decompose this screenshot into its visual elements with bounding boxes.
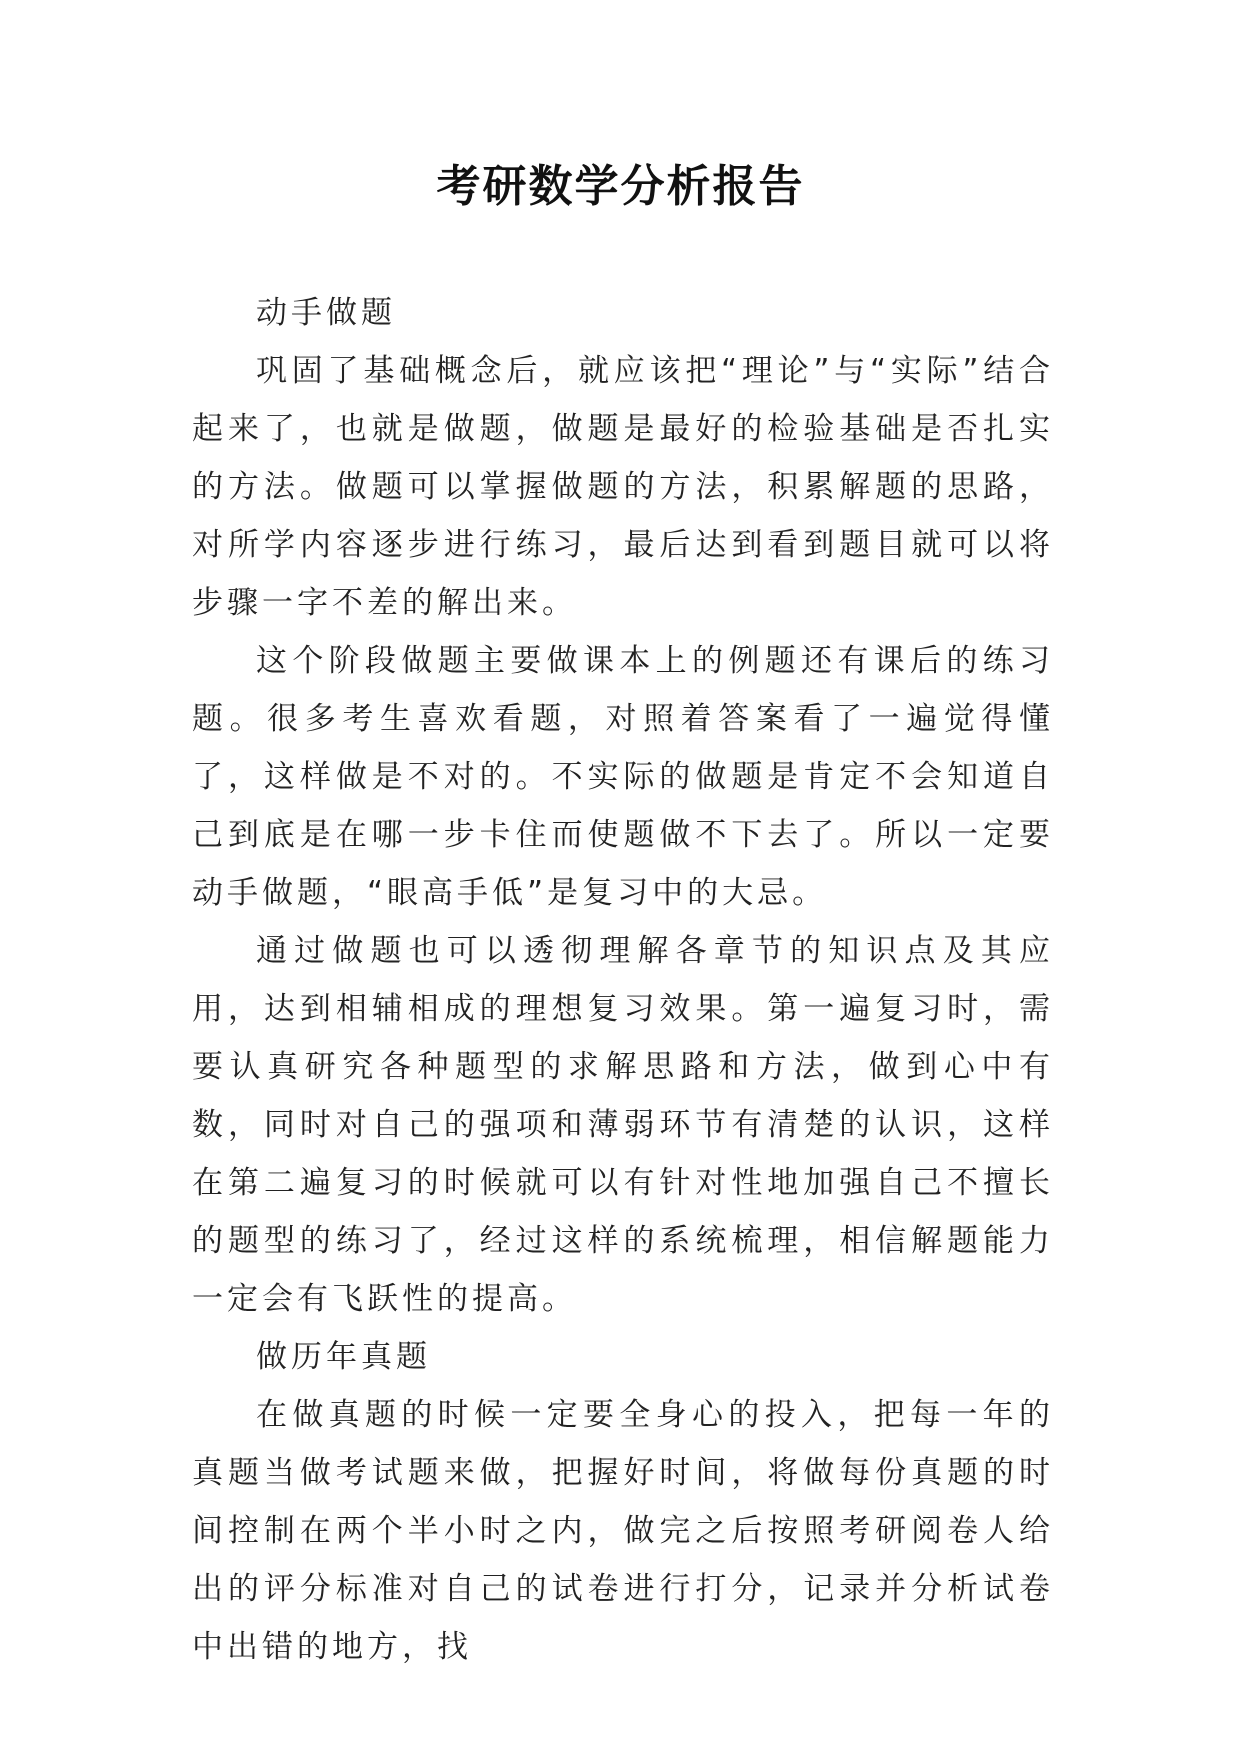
document-body bbox=[192, 284, 1054, 1676]
paragraph: 这个阶段做题主要做课本上的例题还有课后的练习题。很多考生喜欢看题，对照着答案看了一遍觉得懂了，这样做是不对的。不实际的做题是肯定不会知道自己到底是在哪一步卡住而使题做不下去了。所以一定要动手做题，“眼高手低”是复习中的大忌。 bbox=[192, 643, 1054, 911]
paragraph: 巩固了基础概念后，就应该把“理论”与“实际”结合起来了，也就是做题，做题是最好的检验基础是否扎实的方法。做题可以掌握做题的方法，积累解题的思路，对所学内容逐步进行练习，最后达到看到题目就可以将步骤一字不差的解出来。 bbox=[192, 353, 1054, 621]
document-title: 考研数学分析报告 bbox=[436, 161, 805, 212]
paragraph: 通过做题也可以透彻理解各章节的知识点及其应用，达到相辅相成的理想复习效果。第一遍复习时，需要认真研究各种题型的求解思路和方法，做到心中有数，同时对自己的强项和薄弱环节有清楚的认识，这样在第二遍复习的时候就可以有针对性地加强自己不擅长的题型的练习了，经过这样的系统梳理，相信解题能力一定会有飞跃性的提高。 bbox=[192, 933, 1054, 1317]
section-heading: 做历年真题 bbox=[256, 1339, 431, 1375]
paragraph: 在做真题的时候一定要全身心的投入，把每一年的真题当做考试题来做，把握好时间，将做每份真题的时间控制在两个半小时之内，做完之后按照考研阅卷人给出的评分标准对自己的试卷进行打分，记录并分析试卷中出错的地方，找 bbox=[192, 1397, 1054, 1665]
section-heading: 动手做题 bbox=[256, 295, 396, 331]
